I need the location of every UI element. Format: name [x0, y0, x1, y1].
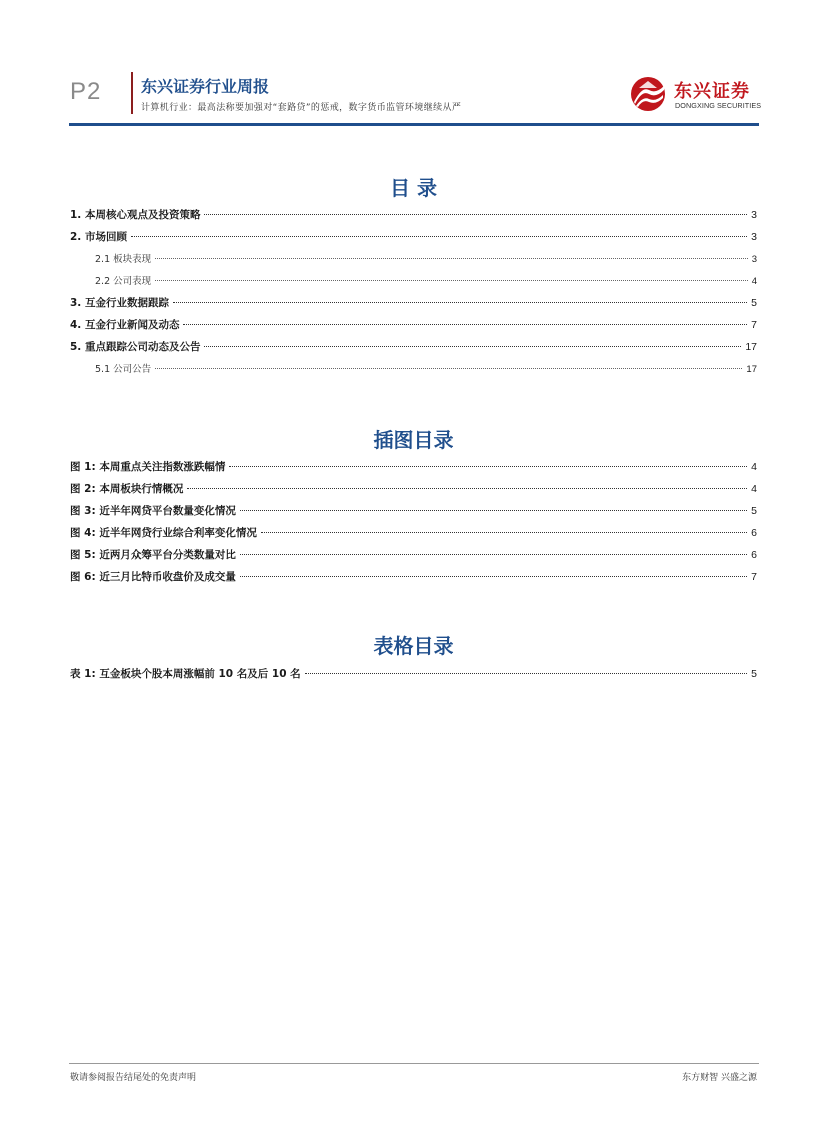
dot-leader	[204, 346, 741, 347]
footer-rule	[69, 1063, 759, 1064]
logo-text-en: DONGXING SECURITIES	[675, 101, 762, 110]
figure-entry[interactable]	[70, 547, 757, 569]
logo-text-cn: 东兴证券	[674, 81, 750, 102]
contents-entry-label: 2.2 公司表现	[95, 276, 152, 287]
page-number: P2	[70, 78, 102, 105]
contents-entry-page: 17	[746, 364, 757, 375]
dot-leader	[240, 554, 747, 555]
dot-leader	[187, 488, 747, 489]
contents-entry-label: 2.1 板块表现	[95, 254, 152, 265]
contents-entry-label: 4. 互金行业新闻及动态	[70, 319, 180, 331]
dot-leader	[155, 280, 748, 281]
tables-list	[70, 666, 757, 688]
table-entry-page: 5	[751, 668, 757, 680]
contents-entry[interactable]	[70, 273, 757, 295]
figure-entry-page: 6	[751, 549, 757, 561]
contents-entry[interactable]	[70, 339, 757, 361]
tables-title: 表格目录	[373, 634, 454, 658]
figure-entry-label: 图 1: 本周重点关注指数涨跌幅情	[70, 461, 226, 473]
contents-entry-label: 1. 本周核心观点及投资策略	[70, 209, 201, 221]
contents-entry-page: 3	[751, 209, 757, 221]
contents-title: 目 录	[390, 176, 437, 200]
dot-leader	[131, 236, 747, 237]
report-title: 东兴证券行业周报	[141, 77, 270, 96]
contents-entry[interactable]	[70, 361, 757, 383]
dot-leader	[240, 576, 747, 577]
dot-leader	[155, 258, 748, 259]
contents-entry[interactable]	[70, 229, 757, 251]
contents-entry-page: 3	[751, 231, 757, 243]
figure-entry-label: 图 4: 近半年网贷行业综合利率变化情况	[70, 527, 257, 539]
dot-leader	[261, 532, 747, 533]
figure-entry[interactable]	[70, 569, 757, 591]
figure-entry[interactable]	[70, 525, 757, 547]
footer-slogan: 东方财智 兴盛之源	[682, 1073, 757, 1083]
dot-leader	[183, 324, 747, 325]
header-divider	[131, 72, 133, 114]
figure-entry-page: 6	[751, 527, 757, 539]
figure-entry-label: 图 6: 近三月比特币收盘价及成交量	[70, 571, 236, 583]
contents-entry-page: 5	[751, 297, 757, 309]
dot-leader	[173, 302, 747, 303]
logo-mark-icon	[630, 76, 668, 112]
dot-leader	[229, 466, 747, 467]
contents-entry-label: 5.1 公司公告	[95, 364, 152, 375]
contents-entry-page: 17	[745, 341, 757, 353]
contents-entry[interactable]	[70, 207, 757, 229]
dot-leader	[305, 673, 747, 674]
dot-leader	[204, 214, 747, 215]
contents-entry[interactable]	[70, 251, 757, 273]
header-rule	[69, 123, 759, 126]
contents-list	[70, 207, 757, 383]
table-entry[interactable]	[70, 666, 757, 688]
dot-leader	[155, 368, 742, 369]
figure-entry-label: 图 5: 近两月众筹平台分类数量对比	[70, 549, 236, 561]
figure-entry-label: 图 3: 近半年网贷平台数量变化情况	[70, 505, 236, 517]
figure-entry-page: 7	[751, 571, 757, 583]
report-subtitle: 计算机行业：最高法称要加强对“套路贷”的惩戒，数字货币监管环境继续从严	[141, 103, 462, 113]
contents-entry[interactable]	[70, 295, 757, 317]
figure-entry[interactable]	[70, 459, 757, 481]
figures-list	[70, 459, 757, 591]
figure-entry-page: 5	[751, 505, 757, 517]
contents-entry-page: 7	[751, 319, 757, 331]
contents-entry[interactable]	[70, 317, 757, 339]
contents-entry-label: 3. 互金行业数据跟踪	[70, 297, 169, 309]
figures-title: 插图目录	[373, 428, 454, 452]
page-header	[0, 0, 827, 130]
figure-entry-label: 图 2: 本周板块行情概况	[70, 483, 184, 495]
contents-entry-label: 5. 重点跟踪公司动态及公告	[70, 341, 201, 353]
figure-entry-page: 4	[751, 461, 757, 473]
contents-entry-label: 2. 市场回顾	[70, 231, 127, 243]
company-logo	[630, 76, 762, 112]
disclaimer-note: 敬请参阅报告结尾处的免责声明	[70, 1073, 197, 1083]
figure-entry[interactable]	[70, 503, 757, 525]
contents-entry-page: 4	[751, 276, 757, 287]
contents-entry-page: 3	[751, 254, 757, 265]
figure-entry[interactable]	[70, 481, 757, 503]
dot-leader	[240, 510, 747, 511]
table-entry-label: 表 1: 互金板块个股本周涨幅前 10 名及后 10 名	[70, 668, 301, 680]
figure-entry-page: 4	[751, 483, 757, 495]
